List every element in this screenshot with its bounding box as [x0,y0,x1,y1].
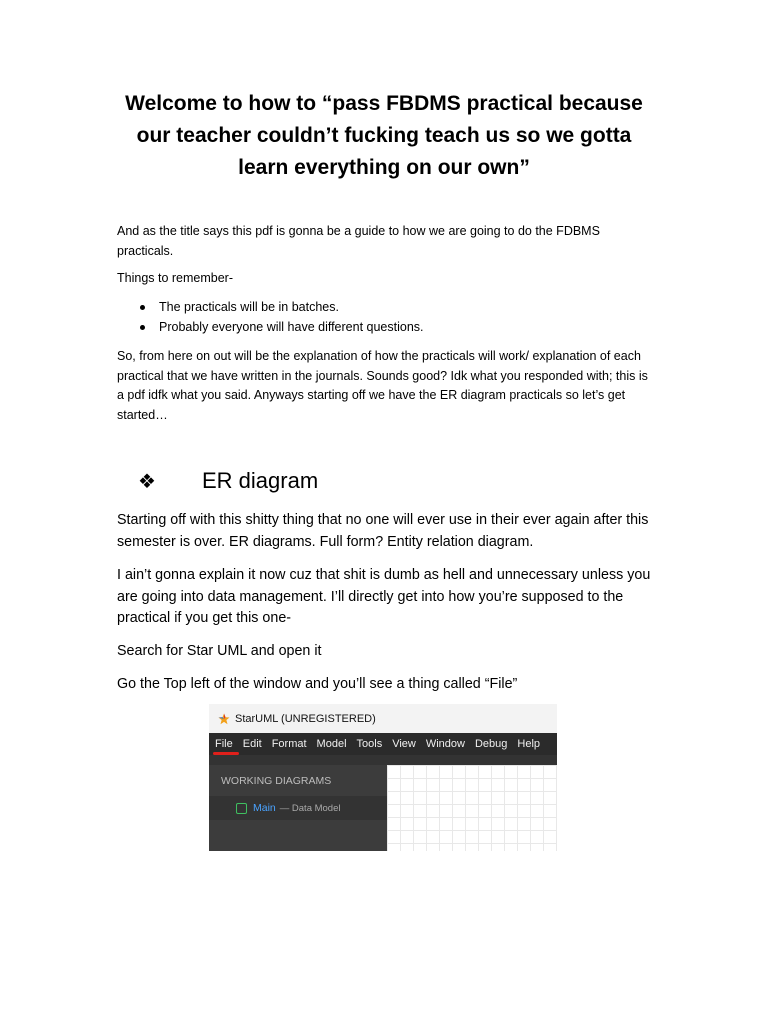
diagram-name: Main [253,802,276,814]
paragraph-text: Search for Star UML and open it [117,643,322,659]
diagram-type: — Data Model [279,802,341,814]
paragraph-text: I ain’t gonna explain it now cuz that shit is dumb as hell and unnecessary unless you are going into data management. I’ll directly get into how you’re supposed to the practical if you get this one- [117,567,651,626]
body-paragraph [117,510,657,553]
section-heading [138,463,318,499]
menu-debug: Debug [474,738,508,750]
body-paragraph [117,565,657,630]
paragraph-text: Starting off with this shitty thing that no one will ever use in their ever again after this semester is over. ER diagrams. Full form? Entity relation diagram. [117,512,649,550]
window-title: StarUML (UNREGISTERED) [235,712,376,725]
body-paragraph [117,641,657,663]
things-to-remember-label [117,269,652,289]
toolbar-strip [209,755,557,765]
menu-edit: Edit [242,738,262,750]
bullet-list [117,298,652,337]
intro-paragraph [117,222,652,261]
menu-file: File [215,738,233,750]
document-title: Welcome to how to “pass FBDMS practical because our teacher couldn’t fucking teach us so we gotta learn everything on our own” [125,92,643,179]
menu-help: Help [517,738,541,750]
staruml-logo-icon [218,713,230,725]
bullet-item: Probably everyone will have different questions. [117,318,652,338]
diagram-icon [236,803,247,814]
explanation-text: So, from here on out will be the explanation of how the practicals will work/ explanation of each practical that we have written in the journals. Sounds good? Idk what you responded with; this is a pdf idfk what you said. Anyways starting off we have the ER diagram practicals so let’s get started… [117,349,648,422]
menu-view: View [392,738,416,750]
menu-format: Format [271,738,307,750]
staruml-screenshot [209,704,557,851]
screenshot-titlebar [209,704,557,734]
section-heading-text: ER diagram [202,468,319,493]
menu-window: Window [425,738,465,750]
working-diagrams-header: WORKING DIAGRAMS [221,775,332,787]
screenshot-menubar [209,733,557,755]
diagram-canvas [387,765,557,851]
diagram-row [209,796,387,820]
body-paragraph [117,674,657,696]
paragraph-text: Go the Top left of the window and you’ll see a thing called “File” [117,676,518,692]
explanation-paragraph [117,347,652,425]
diamond-bullet-icon: ❖ [138,469,156,493]
working-diagrams-panel [209,765,387,851]
things-label-text: Things to remember- [117,271,234,285]
bullet-item: The practicals will be in batches. [117,298,652,318]
intro-text: And as the title says this pdf is gonna be a guide to how we are going to do the FDBMS practicals. [117,224,600,258]
menu-tools: Tools [356,738,383,750]
menu-model: Model [316,738,347,750]
